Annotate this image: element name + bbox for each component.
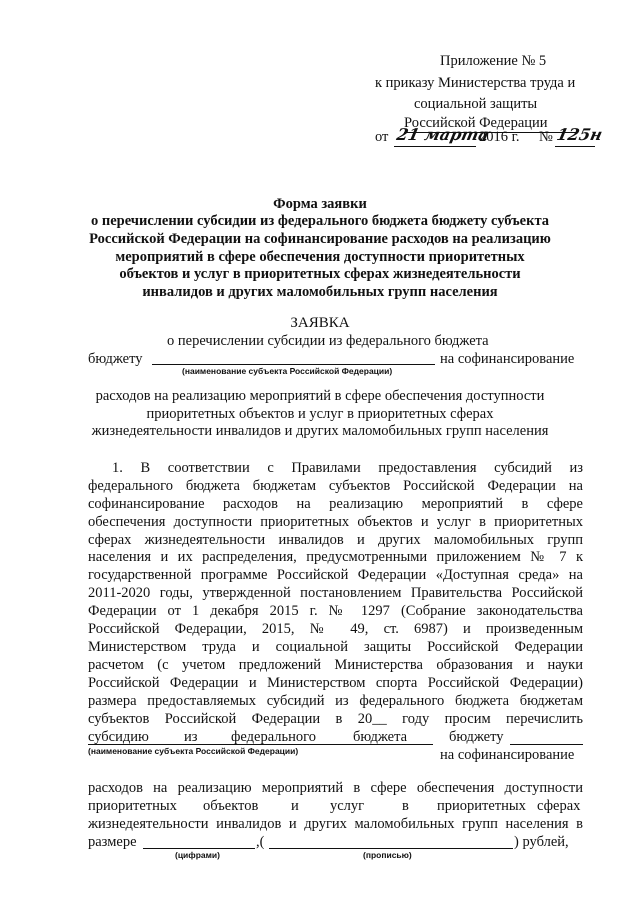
form-title-line-5: объектов и услуг в приоритетных сферах жизнедеятельности <box>119 266 521 282</box>
federation-line: Российской Федерации <box>404 115 548 131</box>
region-name-hint: (наименование субъекта Российской Федерации) <box>182 366 393 376</box>
appendix-number: Приложение № 5 <box>440 53 547 69</box>
body-line-2: федерального бюджета бюджетам субъектов Российской Федерации на <box>88 478 583 494</box>
body-line-13: Российской Федерации и Министерством спорта Российской Федерации) <box>88 675 583 691</box>
amount-label: размере <box>88 834 137 850</box>
body-line-16-federal: федерального <box>231 729 316 745</box>
body-line-19-w1: приоритетных <box>88 798 177 814</box>
body-line-18: расходов на реализацию мероприятий в сфере обеспечения доступности <box>88 780 583 796</box>
date-underline <box>394 146 476 147</box>
body-line-1: 1. В соответствии с Правилами предоставления субсидий из <box>112 460 583 476</box>
form-title-line-4: мероприятий в сфере обеспечения доступности приоритетных <box>115 249 525 265</box>
amount-currency: ) рублей, <box>514 834 569 850</box>
body-line-19-w4: услуг <box>330 798 365 814</box>
body-line-14: размера предоставляемых субсидий из федерального бюджета бюджетам <box>88 693 583 709</box>
form-title-line-2: о перечислении субсидии из федерального бюджета бюджету субъекта <box>90 213 549 229</box>
form-title-line-3: Российской Федерации на софинансирование расходов на реализацию <box>89 231 551 247</box>
application-purpose-line-3: жизнедеятельности инвалидов и других маломобильных групп населения <box>91 423 549 439</box>
order-line: к приказу Министерства труда и <box>375 75 576 91</box>
body-line-6: населения и их распределения, предусмотренными приложением № 7 к <box>88 549 583 565</box>
amount-open-paren: ,( <box>256 834 265 850</box>
amount-words-hint: (прописью) <box>363 850 412 860</box>
body-cofinancing: на софинансирование <box>440 747 575 763</box>
body-line-19-w2: объектов <box>203 798 259 814</box>
application-heading: ЗАЯВКА <box>290 315 350 331</box>
ministry-line: социальной защиты <box>414 96 538 112</box>
body-line-10: Российской Федерации, 2015, № 49, ст. 6987) и произведенным <box>88 621 583 637</box>
body-line-15: субъектов Российской Федерации в 20__ году просим перечислить <box>88 711 583 727</box>
date-year: 2016 г. <box>479 129 520 145</box>
body-line-16-budget: бюджета <box>353 729 408 745</box>
body-line-16-from: из <box>184 729 198 745</box>
body-line-16-subsidy: субсидию <box>88 729 149 745</box>
application-subtitle: о перечислении субсидии из федерального бюджета <box>167 333 489 349</box>
body-line-8: 2011-2020 годы, утвержденной постановлением Правительства Российской <box>88 585 583 601</box>
body-line-12: расчетом (с учетом предложений Министерства образования и науки <box>88 657 583 673</box>
form-title: Форма заявки <box>273 196 367 212</box>
handwritten-date: 21 марта <box>394 125 491 144</box>
number-underline <box>555 146 595 147</box>
body-line-3: софинансирование расходов на реализацию мероприятий в сфере <box>88 496 583 512</box>
body-line-7: государственной программе Российской Федерации «Доступная среда» на <box>88 567 583 583</box>
amount-digits-hint: (цифрами) <box>175 850 220 860</box>
number-prefix: № <box>539 129 553 145</box>
body-line-11: Министерством труда и социальной защиты Российской Федерации <box>88 639 583 655</box>
application-purpose-line-2: приоритетных объектов и услуг в приоритетных сферах <box>146 406 494 422</box>
date-prefix: от <box>375 129 389 145</box>
body-line-20: жизнедеятельности инвалидов и других маломобильных групп населения в <box>88 816 583 832</box>
body-line-19-w6: приоритетных <box>437 798 526 814</box>
cofinancing-label: на софинансирование <box>440 351 575 367</box>
body-line-19-w3: и <box>291 798 299 814</box>
amount-digits-blank[interactable] <box>143 848 255 849</box>
handwritten-number: 125н <box>554 125 605 144</box>
body-region-blank-1[interactable] <box>510 744 583 745</box>
body-line-9: Федерации от 1 декабря 2015 г. № 1297 (Собрание законодательства <box>88 603 583 619</box>
body-region-hint: (наименование субъекта Российской Федерации) <box>88 746 299 756</box>
body-line-16-region-budget: бюджету <box>449 729 504 745</box>
amount-words-blank[interactable] <box>269 848 513 849</box>
form-title-line-6: инвалидов и других маломобильных групп населения <box>142 284 498 300</box>
region-name-blank[interactable] <box>152 364 435 365</box>
body-line-4: обеспечения доступности приоритетных объектов и услуг в приоритетных <box>88 514 583 530</box>
body-line-19-w5: в <box>402 798 409 814</box>
application-purpose-line-1: расходов на реализацию мероприятий в сфере обеспечения доступности <box>95 388 545 404</box>
budget-word: бюджету <box>88 351 143 367</box>
body-line-19-w7: сферах <box>537 798 581 814</box>
body-line-5: сферах жизнедеятельности инвалидов и других маломобильных групп <box>88 532 583 548</box>
body-region-blank-2[interactable] <box>88 744 433 745</box>
